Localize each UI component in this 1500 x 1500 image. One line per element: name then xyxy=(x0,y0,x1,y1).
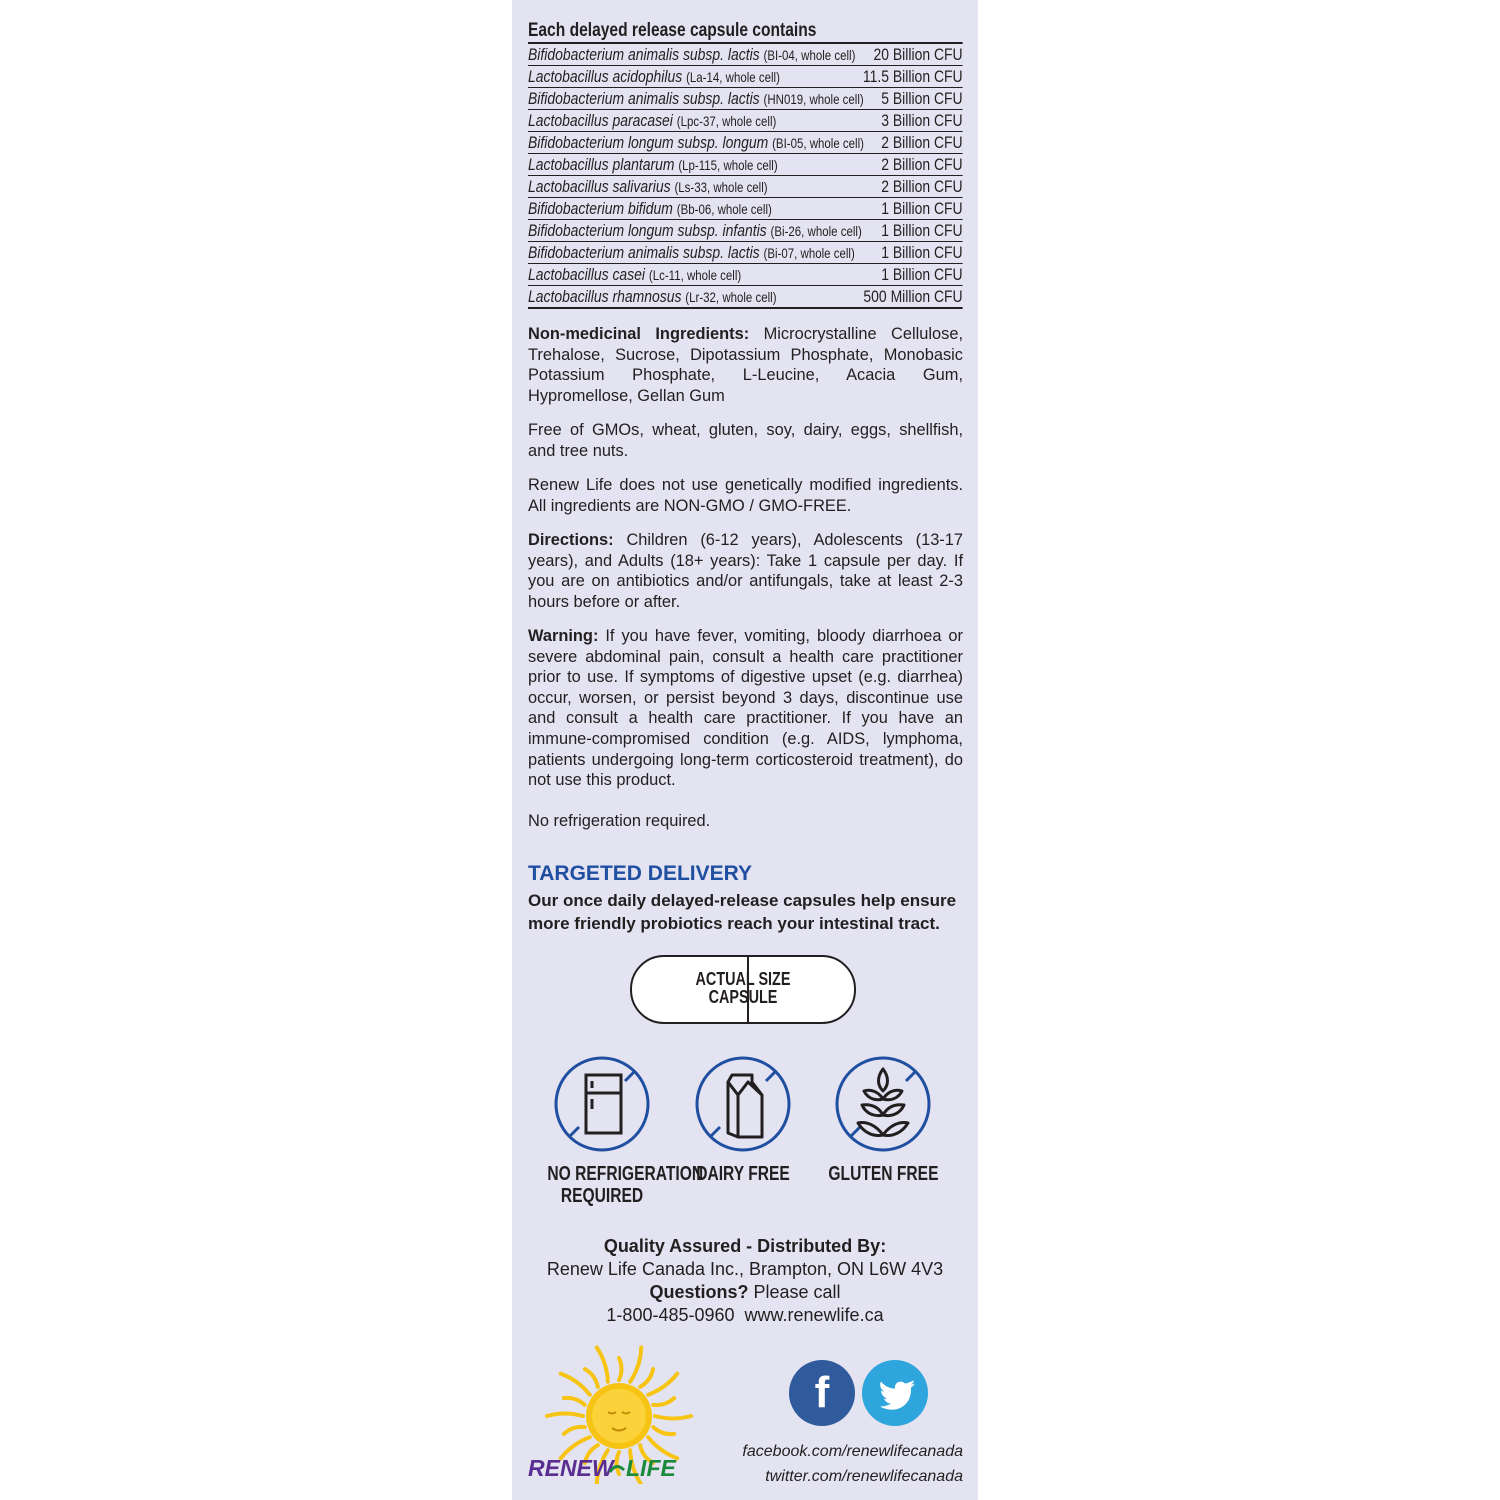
badge-label xyxy=(547,1163,704,1207)
strain: (HN019, whole cell) xyxy=(763,91,864,107)
sun-ray xyxy=(630,1348,641,1382)
sun-ray xyxy=(597,1348,608,1382)
badge-label: GLUTEN FREE xyxy=(828,1163,939,1185)
species: Lactobacillus salivarius xyxy=(528,177,671,196)
no-milk-carton-icon xyxy=(694,1055,792,1153)
ingredient-name xyxy=(528,286,777,307)
species: Bifidobacterium animalis subsp. lactis xyxy=(528,45,760,64)
ingredient-name xyxy=(528,176,768,197)
ingredient-amount: 11.5 Billion CFU xyxy=(862,67,963,86)
strain: (Bi-07, whole cell) xyxy=(763,245,855,261)
capsule-line1: ACTUAL SIZE xyxy=(695,969,791,989)
targeted-delivery-title: TARGETED DELIVERY xyxy=(528,862,753,885)
twitter-button[interactable] xyxy=(862,1360,928,1426)
targeted-delivery-text: Our once daily delayed-release capsules help ensure more friendly probiotics reach your intestinal tract. xyxy=(528,891,957,933)
ingredient-amount: 500 Million CFU xyxy=(863,287,963,306)
svg-text:LIFE: LIFE xyxy=(626,1455,676,1481)
strain: (Bb-06, whole cell) xyxy=(676,201,772,217)
sun-ray xyxy=(585,1369,598,1387)
questions-text: Please call xyxy=(748,1282,841,1302)
sun-ray xyxy=(619,1358,622,1380)
social-links xyxy=(742,1439,963,1489)
species: Lactobacillus plantarum xyxy=(528,155,675,174)
strain: (BI-05, whole cell) xyxy=(772,135,864,151)
distributor-label: Quality Assured - Distributed By: xyxy=(603,1236,887,1256)
strain: (Bi-26, whole cell) xyxy=(770,223,862,239)
label: Non-medicinal Ingredients: xyxy=(528,325,750,343)
sun-ray xyxy=(547,1414,583,1417)
facebook-link[interactable]: facebook.com/renewlifecanada xyxy=(742,1443,963,1460)
questions-label: Questions? xyxy=(649,1282,749,1302)
ingredient-amount: 2 Billion CFU xyxy=(881,133,963,152)
strain: (Lr-32, whole cell) xyxy=(685,289,777,305)
badge-label: DAIRY FREE xyxy=(696,1163,790,1185)
ingredient-name xyxy=(528,242,855,263)
text: Microcrystalline Cellulose, Trehalose, Sucrose, Dipotassium Phosphate, Monobasic Potassium Phosphate, L-Leucine, Acacia Gum, Hypromellose, Gellan Gum xyxy=(528,325,964,405)
ingredient-amount: 1 Billion CFU xyxy=(881,221,963,240)
ingredient-amount: 1 Billion CFU xyxy=(881,243,963,262)
species: Lactobacillus acidophilus xyxy=(528,67,683,86)
ingredient-name xyxy=(528,66,780,87)
table-row xyxy=(528,198,963,220)
table-row xyxy=(528,154,963,176)
no-refrigerator-icon xyxy=(553,1055,651,1153)
ingredient-name xyxy=(528,154,778,175)
label: Directions: xyxy=(528,531,614,549)
svg-text:RENEW: RENEW xyxy=(528,1455,614,1481)
sun-ray xyxy=(561,1374,590,1395)
species: Bifidobacterium animalis subsp. lactis xyxy=(528,243,760,262)
sun-ray xyxy=(640,1369,653,1387)
facebook-button[interactable] xyxy=(789,1360,855,1426)
table-row xyxy=(528,242,963,264)
table-row xyxy=(528,88,963,110)
ingredients-table xyxy=(528,19,963,309)
species: Lactobacillus rhamnosus xyxy=(528,287,682,306)
species: Lactobacillus casei xyxy=(528,265,646,284)
contact-info: 1-800-485-0960 www.renewlife.ca xyxy=(606,1305,884,1325)
capsule-label xyxy=(654,970,832,1006)
no-wheat-icon xyxy=(834,1055,932,1153)
sun-ray xyxy=(653,1398,674,1405)
ingredient-name xyxy=(528,110,776,131)
twitter-icon xyxy=(862,1360,928,1426)
sun-ray xyxy=(564,1427,585,1434)
ingredient-name xyxy=(528,220,862,241)
table-title: Each delayed release capsule contains xyxy=(528,19,963,44)
renew-life-logo xyxy=(526,1344,712,1484)
ingredient-amount: 5 Billion CFU xyxy=(881,89,963,108)
table-row xyxy=(528,44,963,66)
gmo-statement: Renew Life does not use genetically modified ingredients. All ingredients are NON-GMO / GMO-FREE. xyxy=(528,476,963,515)
twitter-link[interactable]: twitter.com/renewlifecanada xyxy=(765,1468,963,1485)
storage-note: No refrigeration required. xyxy=(528,812,711,830)
table-row xyxy=(528,132,963,154)
sun-ray xyxy=(564,1398,585,1405)
strain: (Ls-33, whole cell) xyxy=(674,179,768,195)
capsule-illustration xyxy=(630,955,856,1024)
warning xyxy=(528,626,963,791)
table-row xyxy=(528,286,963,309)
sun-ray xyxy=(655,1416,691,1419)
strain: (Lc-11, whole cell) xyxy=(648,267,742,283)
ingredient-name xyxy=(528,198,772,219)
species: Bifidobacterium bifidum xyxy=(528,199,673,218)
text: If you have fever, vomiting, bloody diarrhoea or severe abdominal pain, consult a health care practitioner prior to use. If symptoms of digestive upset (e.g. diarrhea) occur, worsen, or persist beyond 3 days, discontinue use and consult a health care practitioner. If you have an immune-compromised condition (e.g. AIDS, lymphoma, patients undergoing long-term corticosteroid treatment), do not use this product. xyxy=(528,627,963,790)
badge-gluten-free xyxy=(813,1055,953,1185)
ingredient-name xyxy=(528,88,864,109)
badge-dairy-free xyxy=(673,1055,813,1185)
species: Bifidobacterium animalis subsp. lactis xyxy=(528,89,760,108)
non-medicinal-ingredients xyxy=(528,324,963,406)
table-row xyxy=(528,66,963,88)
ingredient-amount: 3 Billion CFU xyxy=(881,111,963,130)
directions xyxy=(528,530,963,612)
facebook-icon: f xyxy=(814,1368,830,1417)
ingredient-amount: 1 Billion CFU xyxy=(881,265,963,284)
table-row xyxy=(528,220,963,242)
strain: (Lpc-37, whole cell) xyxy=(676,113,777,129)
strain: (La-14, whole cell) xyxy=(686,69,780,85)
distributor-info xyxy=(512,1235,978,1327)
distributor-address: Renew Life Canada Inc., Brampton, ON L6W 4V3 xyxy=(546,1259,944,1279)
line2: REQUIRED xyxy=(560,1185,644,1207)
ingredient-amount: 20 Billion CFU xyxy=(873,45,963,64)
species: Bifidobacterium longum subsp. longum xyxy=(528,133,769,152)
strain: (Lp-115, whole cell) xyxy=(678,157,778,173)
capsule-line2: CAPSULE xyxy=(708,987,778,1007)
ingredient-name xyxy=(528,132,864,153)
ingredient-amount: 1 Billion CFU xyxy=(881,199,963,218)
strain: (BI-04, whole cell) xyxy=(763,47,856,63)
sun-ray xyxy=(617,1452,620,1474)
sun-ray xyxy=(653,1427,674,1434)
free-of-statement: Free of GMOs, wheat, gluten, soy, dairy, eggs, shellfish, and tree nuts. xyxy=(528,421,963,460)
ingredient-amount: 2 Billion CFU xyxy=(881,155,963,174)
ingredient-name xyxy=(528,264,741,285)
species: Bifidobacterium longum subsp. infantis xyxy=(528,221,767,240)
label: Warning: xyxy=(528,627,599,645)
text: Children (6-12 years), Adolescents (13-17 years), and Adults (18+ years): Take 1 capsule per day. If you are on antibiotics and/or antifungals, take at least 2-3 hours before or after. xyxy=(528,531,963,611)
table-row xyxy=(528,176,963,198)
ingredient-amount: 2 Billion CFU xyxy=(881,177,963,196)
species: Lactobacillus paracasei xyxy=(528,111,673,130)
ingredient-name xyxy=(528,44,855,65)
table-row xyxy=(528,264,963,286)
line1: NO REFRIGERATION xyxy=(547,1163,704,1185)
badge-no-refrigeration xyxy=(532,1055,704,1207)
table-row xyxy=(528,110,963,132)
